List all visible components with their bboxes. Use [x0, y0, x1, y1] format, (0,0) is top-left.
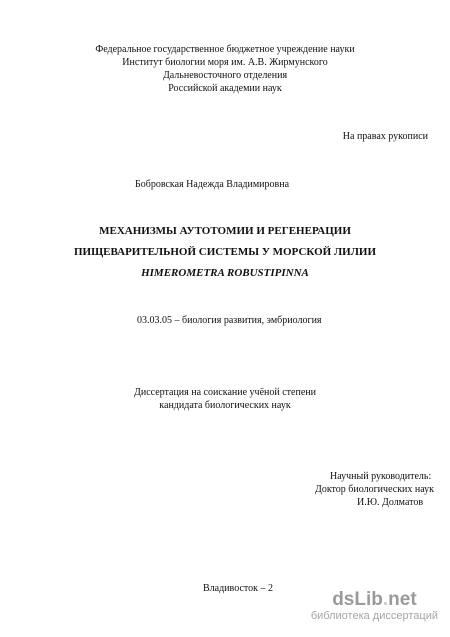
- institution-line-2: Институт биологии моря им. А.В. Жирмунского: [122, 57, 328, 68]
- dslib-watermark: [311, 590, 438, 623]
- city-year: Владивосток – 2: [203, 583, 273, 594]
- degree-line-1: Диссертация на соискание учёной степени: [134, 387, 316, 398]
- rights-note: На правах рукописи: [342, 131, 428, 142]
- watermark-logo-main: dsLib: [332, 589, 383, 610]
- watermark-logo-tld: net: [388, 589, 417, 610]
- degree-line-2: кандидата биологических наук: [159, 400, 291, 411]
- title-line-2: ПИЩЕВАРИТЕЛЬНОЙ СИСТЕМЫ У МОРСКОЙ ЛИЛИИ: [73, 246, 377, 258]
- specialty-code: 03.03.05 – биология развития, эмбриология: [137, 315, 322, 326]
- institution-line-3: Дальневосточного отделения: [162, 70, 288, 81]
- title-line-1: МЕХАНИЗМЫ АУТОТОМИИ И РЕГЕНЕРАЦИИ: [99, 225, 351, 237]
- watermark-subtitle: библиотека диссертаций: [310, 610, 438, 622]
- author-name: Бобровская Надежда Владимировна: [135, 179, 290, 190]
- institution-line-1: Федеральное государственное бюджетное учреждение науки: [95, 44, 355, 55]
- supervisor-label: Научный руководитель:: [330, 471, 432, 482]
- title-line-3: HIMEROMETRA ROBUSTIPINNA: [141, 267, 309, 279]
- watermark-logo-dot: .: [382, 589, 389, 610]
- watermark-logo: [311, 590, 438, 610]
- institution-line-4: Российской академии наук: [168, 83, 282, 94]
- supervisor-degree: Доктор биологических наук: [315, 484, 435, 495]
- supervisor-name: И.Ю. Долматов: [357, 497, 424, 508]
